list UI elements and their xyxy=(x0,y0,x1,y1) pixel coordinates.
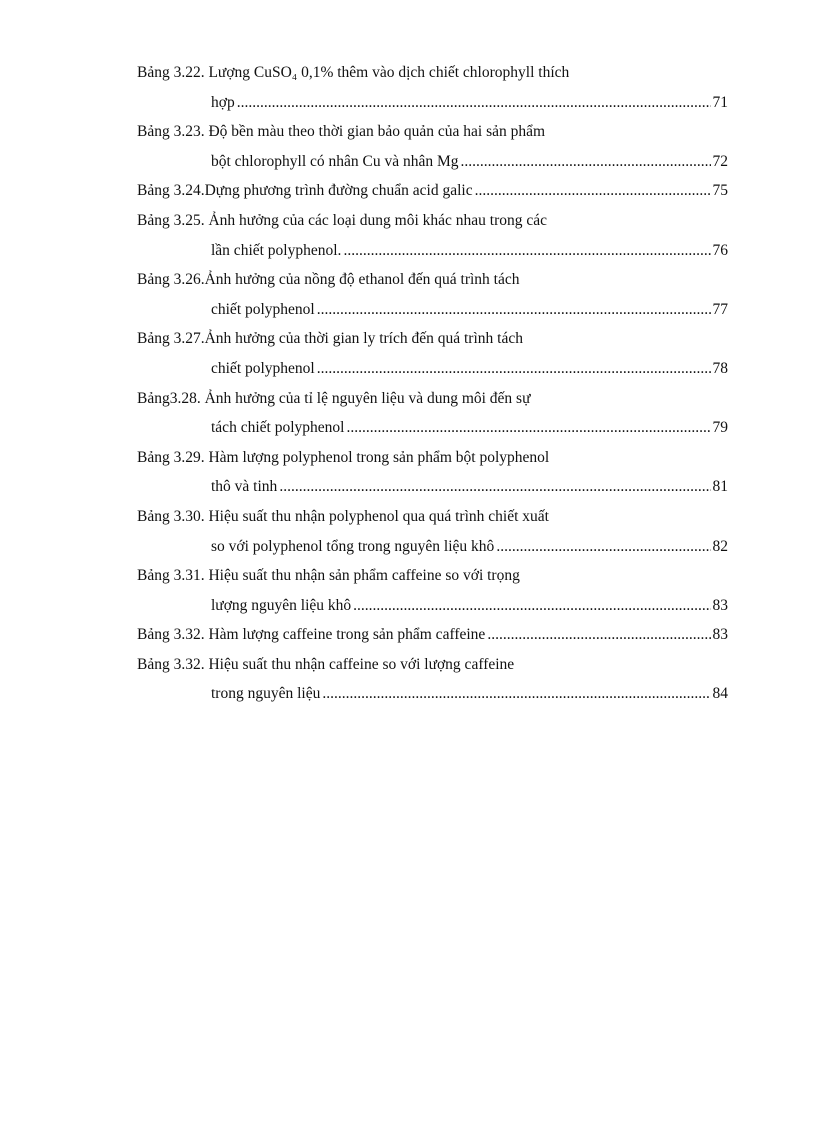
toc-entry-3-26[interactable] xyxy=(137,265,728,324)
toc-entry-title: Bảng 3.23. Độ bền màu theo thời gian bảo quản của hai sản phẩm xyxy=(137,123,546,141)
toc-entry-title: Bảng 3.27.Ảnh hưởng của thời gian ly trích đến quá trình tách xyxy=(137,330,523,348)
toc-page-number: 72 xyxy=(712,152,728,170)
toc-page-number: 83 xyxy=(712,626,728,644)
toc-entry-leader-line xyxy=(137,679,728,709)
toc-entry-title: Bảng 3.22. Lượng CuSO₄ 0,1% thêm vào dịch chiết chlorophyll thích xyxy=(137,64,570,81)
toc-entry-3-23[interactable] xyxy=(137,117,728,176)
toc-entry-leader-line xyxy=(137,88,728,118)
toc-entry-leader-line xyxy=(137,236,728,266)
dot-leader xyxy=(322,679,710,709)
toc-entry-title-cont: chiết polyphenol xyxy=(211,300,315,318)
toc-entry-leader-line xyxy=(137,620,728,650)
toc-page-number: 77 xyxy=(712,300,728,318)
toc-entry-3-28[interactable] xyxy=(137,384,728,443)
toc-entry-3-22[interactable] xyxy=(137,58,728,117)
toc-entry-title: Bảng 3.26.Ảnh hưởng của nồng độ ethanol đến quá trình tách xyxy=(137,271,520,289)
toc-page-number: 75 xyxy=(712,182,728,200)
toc-entry-title: Bảng 3.29. Hàm lượng polyphenol trong sản phẩm bột polyphenol xyxy=(137,448,550,466)
toc-page-number: 76 xyxy=(712,241,728,259)
dot-leader xyxy=(279,472,710,502)
dot-leader xyxy=(317,295,711,325)
toc-entry-title: Bảng 3.25. Ảnh hưởng của các loại dung môi khác nhau trong các xyxy=(137,211,548,229)
dot-leader xyxy=(317,354,711,384)
toc-page-number: 79 xyxy=(712,419,728,437)
toc-entry-3-25[interactable] xyxy=(137,206,728,265)
toc-entry-title-cont: thô và tinh xyxy=(211,478,278,496)
toc-entry-leader-line xyxy=(137,176,728,206)
toc-page-number: 83 xyxy=(712,596,728,614)
dot-leader xyxy=(346,413,710,443)
table-of-tables xyxy=(137,58,728,709)
toc-entry-title-cont: trong nguyên liệu xyxy=(211,685,321,703)
toc-entry-3-32a[interactable] xyxy=(137,620,728,650)
toc-entry-title-cont: tách chiết polyphenol xyxy=(211,419,345,437)
toc-entry-title-cont: so với polyphenol tổng trong nguyên liệu khô xyxy=(211,537,495,555)
toc-entry-3-31[interactable] xyxy=(137,561,728,620)
toc-entry-title: Bảng 3.32. Hiệu suất thu nhận caffeine so với lượng caffeine xyxy=(137,655,515,673)
toc-entry-leader-line xyxy=(137,413,728,443)
toc-entry-leader-line xyxy=(137,354,728,384)
toc-entry-title: Bảng3.28. Ảnh hưởng của tỉ lệ nguyên liệu và dung môi đến sự xyxy=(137,389,531,407)
toc-entry-3-29[interactable] xyxy=(137,443,728,502)
toc-entry-3-27[interactable] xyxy=(137,324,728,383)
dot-leader xyxy=(237,88,711,118)
toc-entry-title: Bảng 3.31. Hiệu suất thu nhận sản phẩm caffeine so với trọng xyxy=(137,567,520,585)
toc-entry-title-cont: hợp xyxy=(211,93,235,111)
toc-entry-leader-line xyxy=(137,532,728,562)
dot-leader xyxy=(461,147,711,177)
dot-leader xyxy=(487,620,710,650)
toc-entry-title-cont: lần chiết polyphenol. xyxy=(211,241,342,259)
toc-page-number: 82 xyxy=(712,537,728,555)
toc-entry-leader-line xyxy=(137,295,728,325)
toc-entry-leader-line xyxy=(137,591,728,621)
toc-entry-3-24[interactable] xyxy=(137,176,728,206)
toc-page-number: 71 xyxy=(712,93,728,111)
dot-leader xyxy=(475,176,711,206)
dot-leader xyxy=(353,591,710,621)
toc-entry-title: Bảng 3.32. Hàm lượng caffeine trong sản phẩm caffeine xyxy=(137,626,486,644)
dot-leader xyxy=(343,236,710,266)
toc-entry-leader-line xyxy=(137,147,728,177)
toc-entry-title: Bảng 3.30. Hiệu suất thu nhận polyphenol qua quá trình chiết xuất xyxy=(137,507,549,525)
toc-entry-title-cont: lượng nguyên liệu khô xyxy=(211,596,352,614)
toc-entry-title-cont: bột chlorophyll có nhân Cu và nhân Mg xyxy=(211,152,459,170)
toc-entry-3-32b[interactable] xyxy=(137,650,728,709)
dot-leader xyxy=(496,532,710,562)
toc-entry-3-30[interactable] xyxy=(137,502,728,561)
toc-page-number: 78 xyxy=(712,359,728,377)
toc-page-number: 84 xyxy=(712,685,728,703)
toc-entry-title-cont: chiết polyphenol xyxy=(211,359,315,377)
toc-page-number: 81 xyxy=(712,478,728,496)
toc-entry-title: Bảng 3.24.Dựng phương trình đường chuẩn acid galic xyxy=(137,182,473,200)
toc-entry-leader-line xyxy=(137,472,728,502)
